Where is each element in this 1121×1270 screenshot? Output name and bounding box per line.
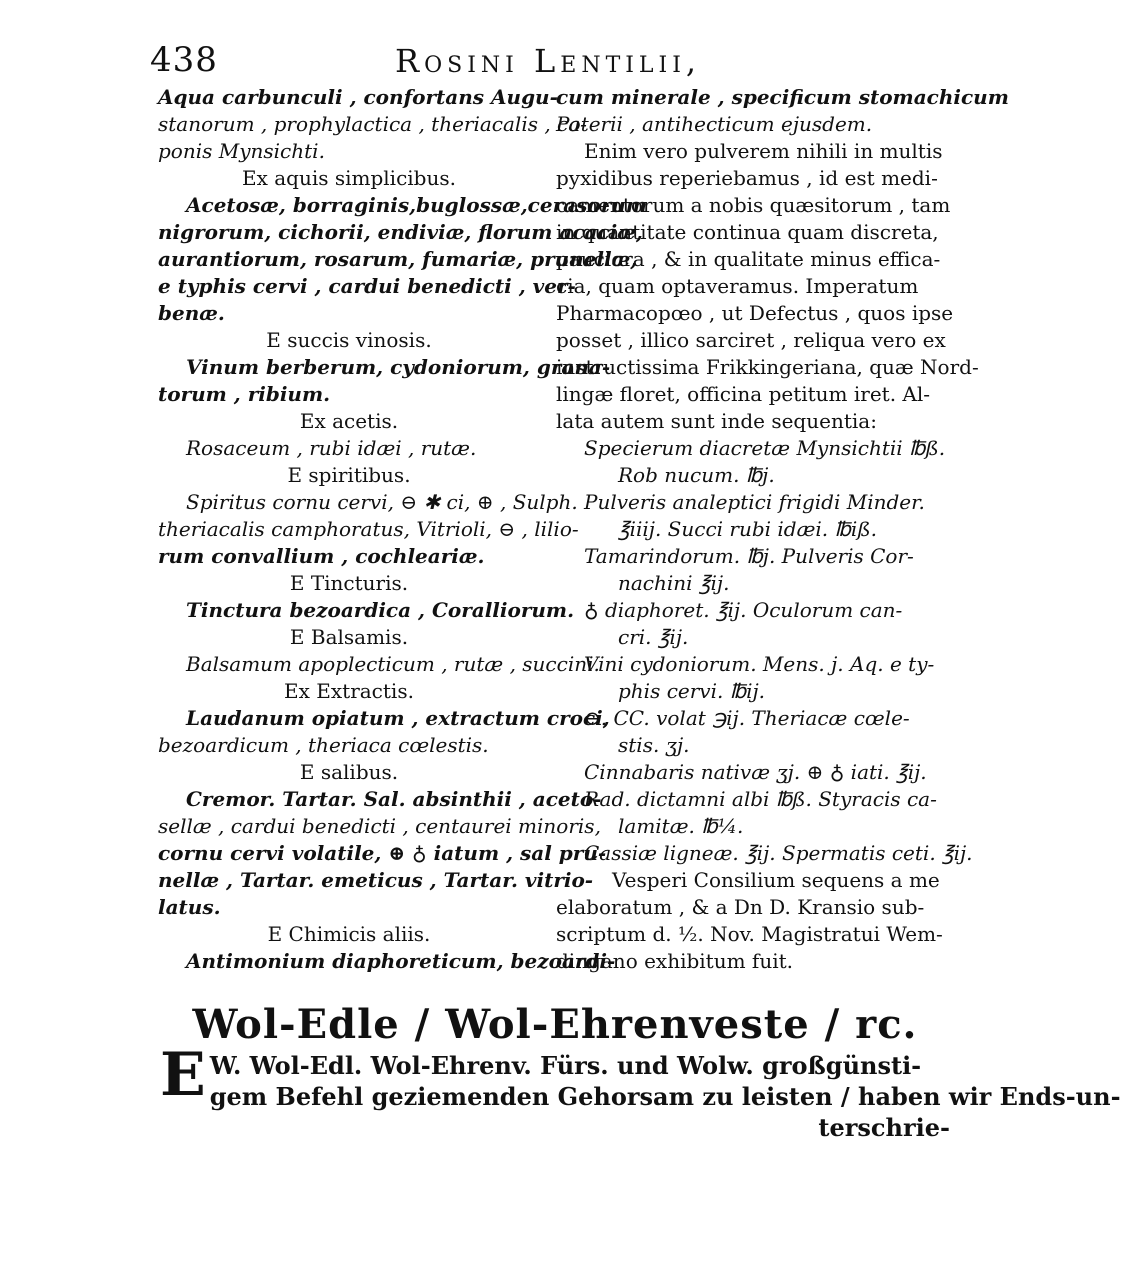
left-column-line: Ex aquis simplicibus.	[242, 166, 456, 190]
right-column-line: ℥iiij. Succi rubi idæi. ℔iß.	[618, 517, 877, 541]
left-column-line: Ex acetis.	[299, 409, 399, 433]
right-column-line: Vesperi Consilium sequens a me	[612, 868, 940, 892]
left-column	[158, 84, 647, 975]
right-column-line: Pulveris analeptici frigidi Minder.	[584, 490, 925, 514]
right-column-line: cri. ℥ij.	[618, 625, 689, 649]
right-column-line: cum minerale , specificum stomachicum	[556, 85, 1009, 109]
right-column-line: pauciora , & in qualitate minus effica-	[556, 247, 941, 271]
left-column-line: E Balsamis.	[289, 625, 409, 649]
right-column-line: ⊖. CC. volat ℈ij. Theriacæ cœle-	[584, 706, 910, 730]
right-column-line: Vini cydoniorum. Mens. j. Aq. e ty-	[584, 652, 935, 676]
left-column-line: Tinctura bezoardica , Coralliorum.	[186, 598, 575, 622]
page-header	[150, 40, 950, 84]
left-column-line: Acetosæ, borraginis,buglossæ,cerasorum	[186, 193, 647, 217]
right-column-line: Poterii , antihecticum ejusdem.	[556, 112, 873, 136]
left-column-line: rum convallium , cochleariæ.	[158, 544, 485, 568]
left-column-line: e typhis cervi , cardui benedicti , ver-	[158, 274, 576, 298]
left-column-line: theriacalis camphoratus, Vitrioli, ⊖ , lilio-	[158, 517, 579, 541]
right-column-line: nachini ℥ij.	[618, 571, 730, 595]
right-column-line: instructissima Frikkingeriana, quæ Nord-	[556, 355, 979, 379]
right-column-line: lingæ floret, officina petitum iret. Al-	[556, 382, 931, 406]
right-column	[556, 84, 1009, 975]
left-column-line: nigrorum, cichorii, endiviæ, florum acaciæ,	[158, 220, 643, 244]
left-column-line: E Chimicis aliis.	[267, 922, 431, 946]
right-column-line: dingano exhibitum fuit.	[556, 949, 793, 973]
right-column-line: Cinnabaris nativæ ʒj. ⊕ ♁ iati. ℥ij.	[584, 760, 927, 784]
left-column-line: nellæ , Tartar. emeticus , Tartar. vitrio-	[158, 868, 594, 892]
right-column-line: Rad. dictamni albi ℔ß. Styracis ca-	[584, 787, 937, 811]
left-column-line: E Tincturis.	[289, 571, 409, 595]
letter-line-3: terschrie-	[818, 1113, 950, 1142]
left-column-line: Antimonium diaphoreticum, bezoardi-	[186, 949, 616, 973]
right-column-line: stis. ʒj.	[618, 733, 690, 757]
left-column-line: cornu cervi volatile, ⊕ ♁ iatum , sal pru-	[158, 841, 607, 865]
left-column-line: Vinum berberum, cydoniorum, grana-	[186, 355, 611, 379]
left-column-line: benæ.	[158, 301, 225, 325]
right-column-line: camentorum a nobis quæsitorum , tam	[556, 193, 951, 217]
right-column-line: Tamarindorum. ℔j. Pulveris Cor-	[584, 544, 914, 568]
right-column-line: Pharmacopœo , ut Defectus , quos ipse	[556, 301, 954, 325]
right-column-line: elaboratum , & a Dn D. Kransio sub-	[556, 895, 925, 919]
left-column-line: E salibus.	[299, 760, 399, 784]
left-column-line: Ex Extractis.	[284, 679, 414, 703]
drop-cap: E	[160, 1040, 206, 1110]
right-column-line: pyxidibus reperiebamus , id est medi-	[556, 166, 938, 190]
left-column-line: aurantiorum, rosarum, fumariæ, prunellæ,	[158, 247, 638, 271]
right-column-line: posset , illico sarciret , reliqua vero ex	[556, 328, 946, 352]
left-column-line: Balsamum apoplecticum , rutæ , succini.	[186, 652, 600, 676]
left-column-line: sellæ , cardui benedicti , centaurei minoris,	[158, 814, 601, 838]
right-column-line: lata autem sunt inde sequentia:	[556, 409, 877, 433]
running-head: Rosini Lentilii,	[395, 42, 702, 80]
letter-salutation: Wol-Edle / Wol-Ehrenveste / rc.	[192, 1001, 918, 1048]
left-column-line: ponis Mynsichti.	[158, 139, 325, 163]
letter-line-1: W. Wol-Edl. Wol-Ehrenv. Fürs. und Wolw. großgünsti-	[209, 1051, 922, 1080]
right-column-line: phis cervi. ℔ij.	[618, 679, 766, 703]
right-column-line: Enim vero pulverem nihili in multis	[584, 139, 943, 163]
right-column-line: ♁ diaphoret. ℥ij. Oculorum can-	[584, 598, 903, 622]
right-column-line: in quantitate continua quam discreta,	[556, 220, 939, 244]
left-column-line: Laudanum opiatum , extractum croci,	[186, 706, 610, 730]
left-column-line: Spiritus cornu cervi, ⊖ ✱ ci, ⊕ , Sulph.	[186, 490, 578, 514]
fraktur-letter	[160, 1000, 1121, 1143]
right-column-line: lamitæ. ℔¼.	[618, 814, 744, 838]
right-column-line: scriptum d. ½. Nov. Magistratui Wem-	[556, 922, 943, 946]
left-column-line: E spiritibus.	[287, 463, 411, 487]
left-column-line: latus.	[158, 895, 221, 919]
left-column-line: torum , ribium.	[158, 382, 331, 406]
left-column-line: bezoardicum , theriaca cœlestis.	[158, 733, 489, 757]
right-column-line: Specierum diacretæ Mynsichtii ℔ß.	[584, 436, 946, 460]
left-column-line: Cremor. Tartar. Sal. absinthii , aceto-	[186, 787, 602, 811]
letter-line-2: gem Befehl geziemenden Gehorsam zu leisten / haben wir Ends-un-	[209, 1082, 1121, 1111]
left-column-line: stanorum , prophylactica , theriacalis , ca-	[158, 112, 587, 136]
left-column-line: Rosaceum , rubi idæi , rutæ.	[186, 436, 477, 460]
right-column-line: Cassiæ ligneæ. ℥ij. Spermatis ceti. ℥ij.	[584, 841, 973, 865]
page-number: 438	[150, 40, 218, 80]
left-column-line: E succis vinosis.	[266, 328, 432, 352]
left-column-line: Aqua carbunculi , confortans Augu-	[158, 85, 558, 109]
letter-body	[160, 1040, 1121, 1143]
right-column-line: cia, quam optaveramus. Imperatum	[556, 274, 919, 298]
right-column-line: Rob nucum. ℔j.	[618, 463, 775, 487]
